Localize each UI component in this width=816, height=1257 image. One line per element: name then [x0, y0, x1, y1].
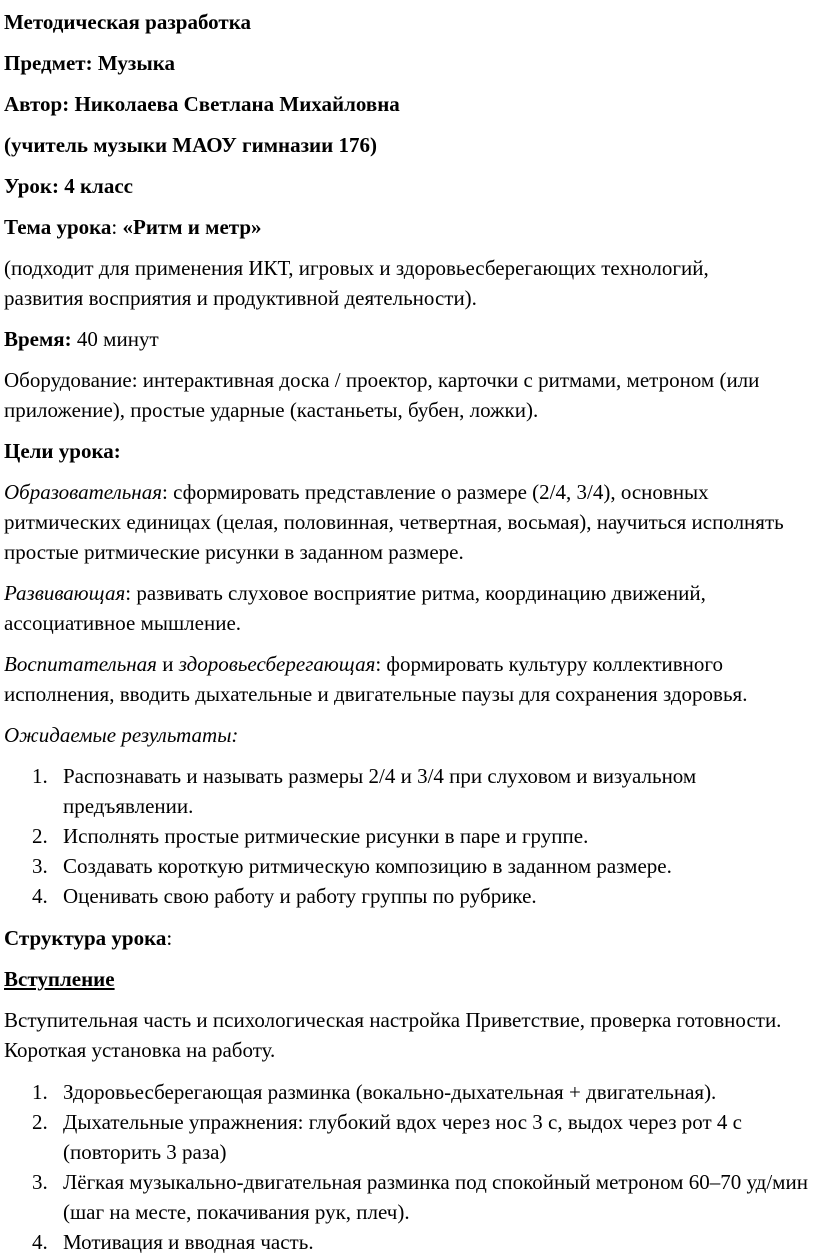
list-number: 1. [32, 764, 48, 788]
structure-colon: : [166, 926, 173, 950]
list-item [4, 821, 810, 851]
list-number: 2. [32, 1110, 48, 1134]
educational-goal [4, 477, 804, 567]
list-item-text: Оценивать свою работу и работу группы по рубрике. [63, 884, 537, 908]
developing-text: : развивать слуховое восприятие ритма, координацию движений, ассоциативное мышление. [4, 581, 706, 635]
author-role-line: (учитель музыки МАОУ гимназии 176) [4, 133, 377, 157]
doc-title: Методическая разработка [4, 10, 251, 34]
upbringing-goal [4, 649, 810, 709]
list-item-text: Лёгкая музыкально-двигательная разминка под спокойный метроном 60–70 уд/мин (шаг на месте, покачивания рук, плеч). [63, 1170, 808, 1224]
list-number: 2. [32, 824, 48, 848]
results-heading: Ожидаемые результаты: [4, 723, 239, 747]
document-page [4, 7, 810, 1257]
topic-title: «Ритм и метр» [122, 215, 262, 239]
educational-label: Образовательная [4, 480, 162, 504]
list-item [4, 881, 810, 911]
results-list [4, 761, 810, 911]
list-item [4, 1227, 810, 1257]
topic-line [4, 212, 810, 242]
list-item [4, 1107, 810, 1167]
intro-heading: Вступление [4, 967, 115, 991]
list-item [4, 1077, 810, 1107]
list-item [4, 851, 810, 881]
intro-paragraph: Вступительная часть и психологическая настройка Приветствие, проверка готовности. Короткая установка на работу. [4, 1008, 782, 1062]
list-number: 3. [32, 854, 48, 878]
list-item-text: Дыхательные упражнения: глубокий вдох через нос 3 с, выдох через рот 4 с (повторить 3 раза) [63, 1110, 742, 1164]
list-item-text: Создавать короткую ритмическую композицию в заданном размере. [63, 854, 672, 878]
time-value: 40 минут [71, 327, 159, 351]
structure-line [4, 923, 810, 953]
subject-line: Предмет: Музыка [4, 51, 176, 75]
list-item-text: Распознавать и называть размеры 2/4 и 3/4 при слуховом и визуальном предъявлении. [63, 764, 697, 818]
time-line [4, 324, 810, 354]
steps-list [4, 1077, 810, 1257]
health-label: здоровьесберегающая [178, 652, 376, 676]
upbringing-label: Воспитательная [4, 652, 157, 676]
list-item-text: Исполнять простые ритмические рисунки в паре и группе. [63, 824, 589, 848]
goals-heading: Цели урока: [4, 439, 121, 463]
list-item-text: Здоровьесберегающая разминка (вокально-дыхательная + двигательная). [63, 1080, 717, 1104]
list-number: 4. [32, 1230, 48, 1254]
list-item [4, 1167, 810, 1227]
list-item-text: Мотивация и вводная часть. [63, 1230, 314, 1254]
lesson-line: Урок: 4 класс [4, 174, 133, 198]
structure-label: Структура урока [4, 926, 167, 950]
author-line: Автор: Николаева Светлана Михайловна [4, 92, 400, 116]
developing-label: Развивающая [4, 581, 126, 605]
list-number: 3. [32, 1170, 48, 1194]
and-word: и [156, 652, 179, 676]
topic-note: (подходит для применения ИКТ, игровых и здоровьесберегающих технологий, развития восприятия и продуктивной деятельности). [4, 256, 709, 310]
upbringing-text: : формировать культуру коллективного исполнения, вводить дыхательные и двигательные паузы для сохранения здоровья. [4, 652, 748, 706]
list-item [4, 761, 810, 821]
list-number: 4. [32, 884, 48, 908]
list-number: 1. [32, 1080, 48, 1104]
topic-colon: : [111, 215, 123, 239]
time-label: Время: [4, 327, 72, 351]
educational-text: : сформировать представление о размере (2/4, 3/4), основных ритмических единицах (целая, половинная, четвертная, восьмая), научиться исполнять простые ритмические рисунки в заданном размере. [4, 480, 784, 564]
equipment-paragraph: Оборудование: интерактивная доска / проектор, карточки с ритмами, метроном (или приложение), простые ударные (кастаньеты, бубен, ложки). [4, 368, 760, 422]
developing-goal [4, 578, 734, 638]
topic-label: Тема урока [4, 215, 112, 239]
